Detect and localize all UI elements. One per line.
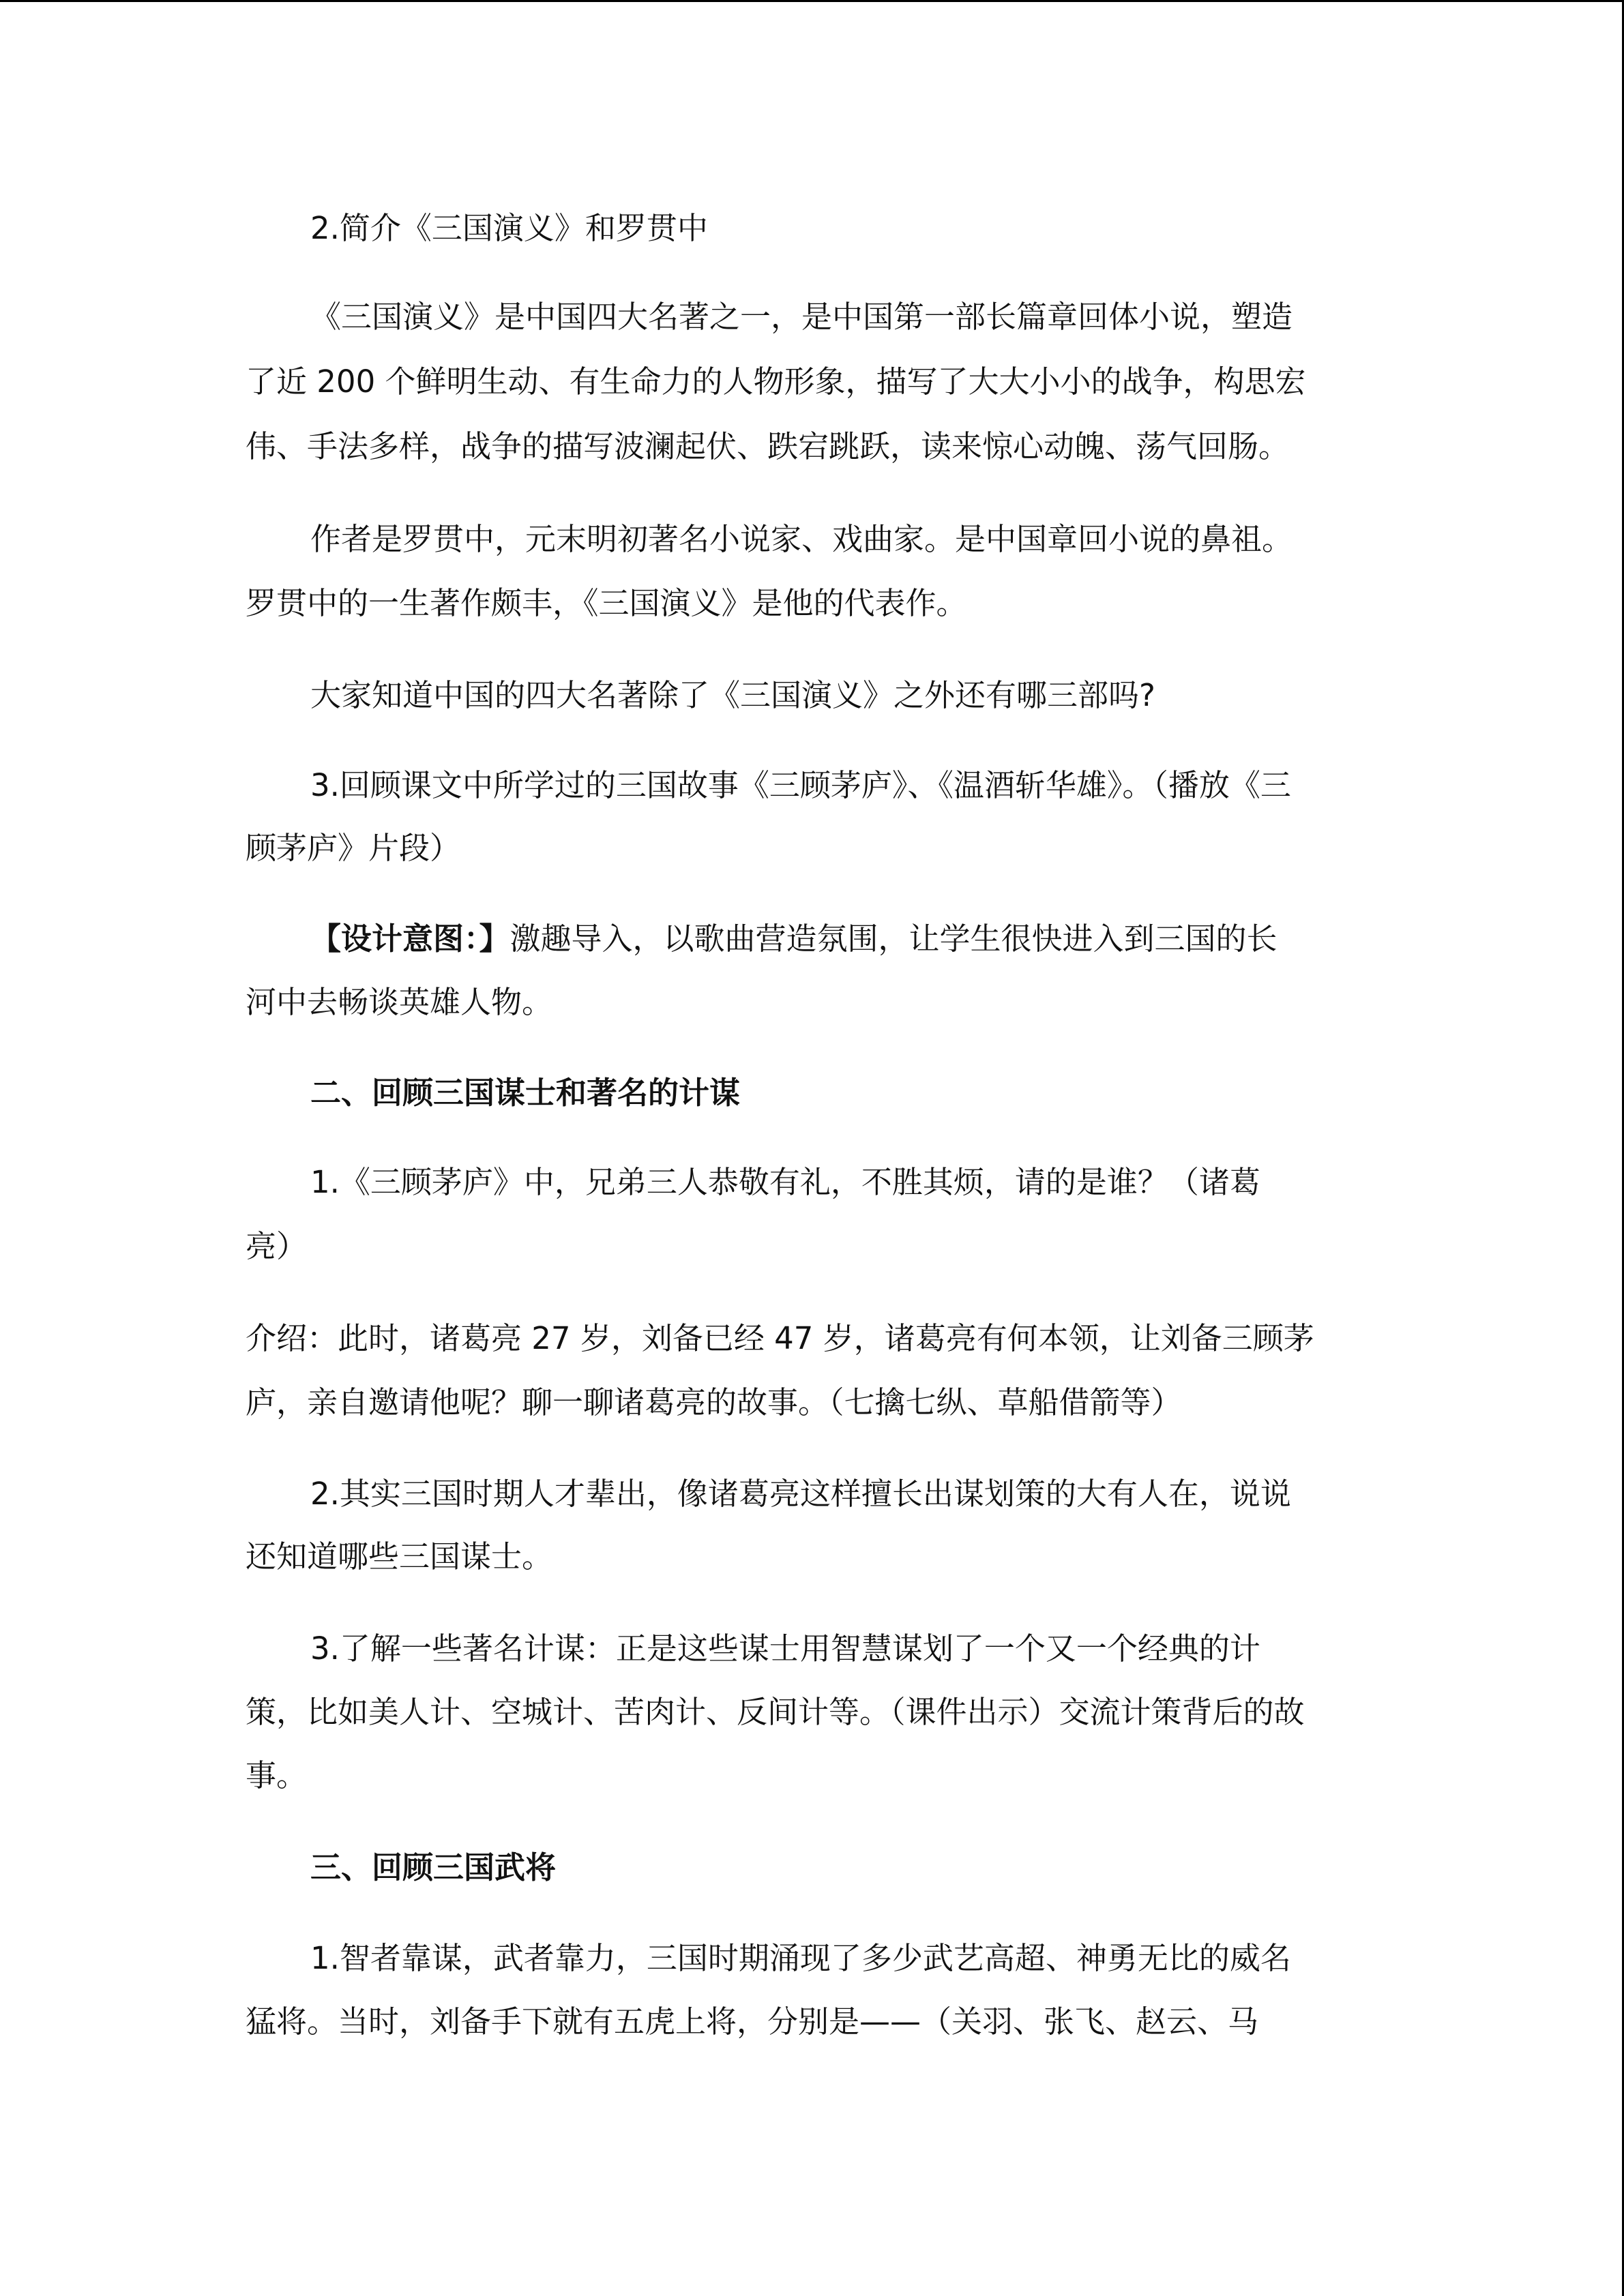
paragraph-line: 《三国演义》是中国四大名著之一，是中国第一部长篇章回体小说，塑造 <box>310 299 1293 335</box>
paragraph-line: 2.其实三国时期人才辈出，像诸葛亮这样擅长出谋划策的大有人在，说说 <box>310 1476 1291 1512</box>
paragraph-line: 策，比如美人计、空城计、苦肉计、反间计等。（课件出示）交流计策背后的故 <box>246 1694 1305 1730</box>
section-heading-strategists: 二、回顾三国谋士和著名的计谋 <box>310 1075 741 1111</box>
paragraph-line: 罗贯中的一生著作颇丰，《三国演义》是他的代表作。 <box>246 585 967 621</box>
paragraph-line: 猛将。当时，刘备手下就有五虎上将，分别是——（关羽、张飞、赵云、马 <box>246 2003 1259 2040</box>
paragraph-line: 3.了解一些著名计谋：正是这些谋士用智慧谋划了一个又一个经典的计 <box>310 1630 1260 1667</box>
design-intent-text: 激趣导入，以歌曲营造氛围，让学生很快进入到三国的长 <box>510 921 1278 957</box>
paragraph-line: 庐，亲自邀请他呢？聊一聊诸葛亮的故事。（七擒七纵、草船借箭等） <box>246 1384 1182 1420</box>
paragraph-line: 河中去畅谈英雄人物。 <box>246 984 553 1020</box>
paragraph-line: 事。 <box>246 1757 308 1793</box>
paragraph-line: 伟、手法多样，战争的描写波澜起伏、跌宕跳跃，读来惊心动魄、荡气回肠。 <box>246 428 1290 464</box>
section-heading-generals: 三、回顾三国武将 <box>310 1849 557 1885</box>
design-intent-line <box>310 919 1278 959</box>
paragraph-line: 亮） <box>246 1228 308 1264</box>
paragraph-line: 1.智者靠谋，武者靠力，三国时期涌现了多少武艺高超、神勇无比的威名 <box>310 1940 1291 1976</box>
paragraph-line: 作者是罗贯中，元末明初著名小说家、戏曲家。是中国章回小说的鼻祖。 <box>310 521 1293 557</box>
paragraph-line: 还知道哪些三国谋士。 <box>246 1538 553 1575</box>
paragraph-line: 顾茅庐》片段） <box>246 830 461 866</box>
design-intent-label: 【设计意图：】 <box>310 921 510 957</box>
paragraph-line: 3.回顾课文中所学过的三国故事《三顾茅庐》、《温酒斩华雄》。（播放《三 <box>310 767 1291 803</box>
section-heading-intro: 2.简介《三国演义》和罗贯中 <box>310 210 708 246</box>
paragraph-line: 了近 200 个鲜明生动、有生命力的人物形象，描写了大大小小的战争，构思宏 <box>246 363 1306 400</box>
paragraph-line: 大家知道中国的四大名著除了《三国演义》之外还有哪三部吗? <box>310 677 1155 713</box>
page-top-border <box>0 0 1624 2</box>
paragraph-line: 介绍：此时，诸葛亮 27 岁，刘备已经 47 岁，诸葛亮有何本领，让刘备三顾茅 <box>246 1320 1314 1356</box>
paragraph-line: 1.《三顾茅庐》中，兄弟三人恭敬有礼，不胜其烦，请的是谁？（诸葛 <box>310 1164 1260 1200</box>
